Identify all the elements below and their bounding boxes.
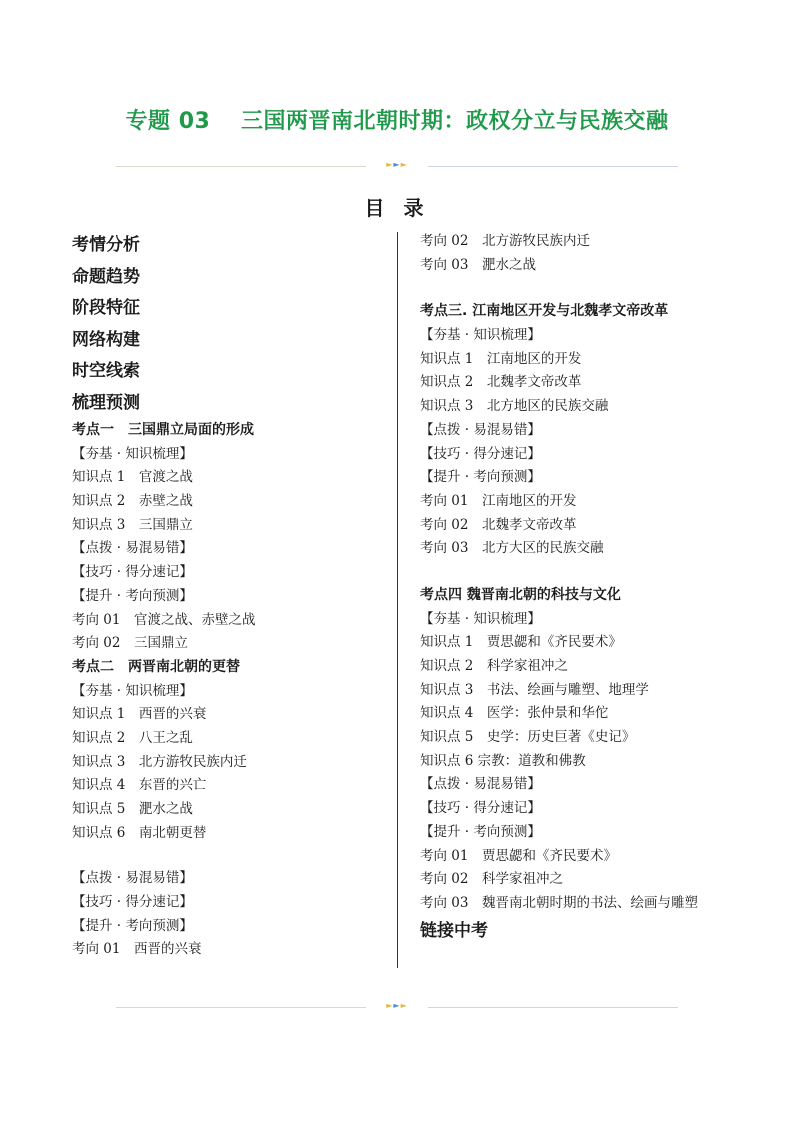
- toc-entry[interactable]: 知识点 3 北方地区的民族交融: [420, 398, 609, 415]
- toc-entry[interactable]: 【技巧 · 得分速记】: [72, 564, 193, 581]
- spacer: [72, 845, 390, 867]
- toc-heading-big[interactable]: 命题趋势: [72, 266, 140, 287]
- toc-entry[interactable]: 考向 02 科学家祖冲之: [420, 871, 563, 888]
- document-title: 专题 03 三国两晋南北朝时期：政权分立与民族交融: [125, 109, 669, 134]
- toc-entry[interactable]: 知识点 4 医学：张仲景和华佗: [420, 705, 609, 722]
- toc-entry[interactable]: 【夯基 · 知识梳理】: [72, 445, 193, 462]
- toc-entry[interactable]: 【提升 · 考向预测】: [72, 917, 193, 934]
- toc-left-column: [72, 230, 390, 962]
- toc-entry[interactable]: 【提升 · 考向预测】: [420, 469, 541, 486]
- toc-entry[interactable]: 知识点 2 北魏孝文帝改革: [420, 374, 582, 391]
- toc-entry[interactable]: 【点拨 · 易混易错】: [420, 421, 541, 438]
- toc-entry[interactable]: 知识点 2 科学家祖冲之: [420, 658, 568, 674]
- toc-entry[interactable]: 【技巧 · 得分速记】: [420, 445, 541, 462]
- toc-heading-big[interactable]: 链接中考: [420, 920, 488, 941]
- toc-entry[interactable]: 知识点 1 官渡之战: [72, 469, 193, 486]
- toc-entry[interactable]: 【夯基 · 知识梳理】: [72, 682, 193, 699]
- toc-heading-big[interactable]: 梳理预测: [72, 392, 140, 413]
- toc-heading-big[interactable]: 阶段特征: [72, 298, 140, 318]
- toc-entry[interactable]: 知识点 3 北方游牧民族内迁: [72, 753, 247, 770]
- spacer: [420, 277, 760, 300]
- toc-heading: 目 录: [364, 196, 430, 220]
- toc-entry[interactable]: 考向 01 西晋的兴衰: [72, 941, 202, 958]
- column-separator: [397, 232, 398, 968]
- toc-entry[interactable]: 【点拨 · 易混易错】: [420, 776, 541, 793]
- toc-entry[interactable]: 知识点 1 西晋的兴衰: [72, 706, 207, 723]
- toc-entry[interactable]: 【提升 · 考向预测】: [420, 823, 541, 840]
- toc-entry[interactable]: 考向 03 淝水之战: [420, 256, 536, 273]
- toc-entry[interactable]: 【技巧 · 得分速记】: [420, 800, 541, 817]
- toc-entry[interactable]: 知识点 3 书法、绘画与雕塑、地理学: [420, 681, 649, 698]
- toc-entry[interactable]: 知识点 3 三国鼎立: [72, 516, 193, 533]
- toc-entry[interactable]: 考向 02 三国鼎立: [72, 635, 188, 652]
- toc-heading-section[interactable]: 考点四 魏晋南北朝的科技与文化: [420, 586, 621, 603]
- toc-right-column: [420, 230, 760, 947]
- toc-entry[interactable]: 【技巧 · 得分速记】: [72, 894, 193, 911]
- toc-entry[interactable]: 知识点 5 史学：历史巨著《史记》: [420, 729, 636, 746]
- toc-entry[interactable]: 考向 03 魏晋南北朝时期的书法、绘画与雕塑: [420, 894, 698, 911]
- toc-entry[interactable]: 考向 01 江南地区的开发: [420, 492, 577, 509]
- toc-heading-section[interactable]: 考点二 两晋南北朝的更替: [72, 658, 240, 675]
- toc-entry[interactable]: 知识点 6 宗教：道教和佛教: [420, 752, 586, 769]
- toc-entry[interactable]: 【点拨 · 易混易错】: [72, 540, 193, 557]
- top-divider: ►►►: [116, 162, 678, 172]
- bottom-divider: ►►►: [116, 1003, 678, 1013]
- toc-heading-big[interactable]: 网络构建: [72, 329, 140, 350]
- toc-entry[interactable]: 知识点 6 南北朝更替: [72, 824, 207, 841]
- toc-entry[interactable]: 知识点 1 江南地区的开发: [420, 350, 582, 367]
- spacer: [420, 561, 760, 584]
- toc-entry[interactable]: 考向 01 官渡之战、赤壁之战: [72, 611, 256, 628]
- toc-entry[interactable]: 知识点 1 贾思勰和《齐民要术》: [420, 634, 622, 651]
- toc-entry[interactable]: 【点拨 · 易混易错】: [72, 870, 193, 887]
- toc-entry[interactable]: 考向 02 北魏孝文帝改革: [420, 516, 577, 533]
- toc-heading-section[interactable]: 考点三. 江南地区开发与北魏孝文帝改革: [420, 303, 669, 320]
- toc-entry[interactable]: 【夯基 · 知识梳理】: [420, 610, 541, 627]
- toc-entry[interactable]: 考向 03 北方大区的民族交融: [420, 540, 604, 557]
- toc-entry[interactable]: 考向 02 北方游牧民族内迁: [420, 233, 590, 249]
- toc-entry[interactable]: 知识点 4 东晋的兴亡: [72, 777, 207, 794]
- toc-heading-big[interactable]: 考情分析: [72, 235, 140, 255]
- toc-entry[interactable]: 【夯基 · 知识梳理】: [420, 327, 541, 344]
- toc-heading-section[interactable]: 考点一 三国鼎立局面的形成: [72, 422, 254, 438]
- toc-entry[interactable]: 知识点 2 赤壁之战: [72, 493, 193, 510]
- toc-entry[interactable]: 知识点 5 淝水之战: [72, 801, 193, 817]
- toc-entry[interactable]: 【提升 · 考向预测】: [72, 587, 193, 604]
- toc-entry[interactable]: 知识点 2 八王之乱: [72, 729, 193, 746]
- toc-heading-big[interactable]: 时空线索: [72, 361, 140, 381]
- toc-entry[interactable]: 考向 01 贾思勰和《齐民要术》: [420, 847, 617, 864]
